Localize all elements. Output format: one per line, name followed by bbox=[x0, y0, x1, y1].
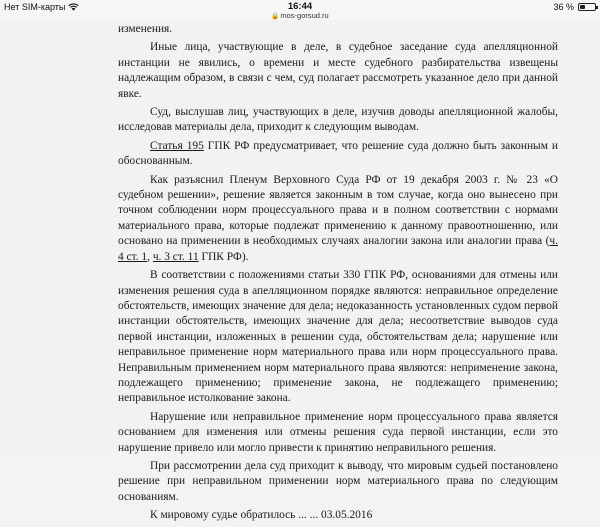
lock-icon: 🔒 bbox=[271, 13, 280, 20]
carrier-label: Нет SIM-карты bbox=[4, 2, 66, 12]
paragraph-0: изменения. bbox=[118, 23, 173, 35]
battery-percent: 36 % bbox=[553, 2, 574, 12]
paragraph-3 bbox=[118, 139, 558, 170]
paragraph-5: В соответствии с положениями статьи 330 ГПК РФ, основаниями для отмены или изменения решения суда в апелляционном порядке являются: неправильное определение обстоятельств, имеющих значение для дела; недоказанность установленных судом первой инстанции обстоятельств, имеющих значение для дела; несоответствие выводов суда первой инстанции, изложенных в решении суда, обстоятельствам дела; нарушение или неправильное применение норм материального права или норм процессуального права. Неправильным применением норм материального права являются: неприменение закона, подлежащего применению; применение закона, не подлежащего применению; неправильное истолкование закона. bbox=[118, 269, 558, 405]
document-body bbox=[118, 22, 558, 527]
link-article-195[interactable]: Статья 195 bbox=[150, 139, 204, 152]
address-bar[interactable] bbox=[0, 11, 600, 20]
paragraph-2: Суд, выслушав лиц, участвующих в деле, изучив доводы апелляционной жалобы, исследовав материалы дела, приходит к следующим выводам. bbox=[118, 106, 558, 134]
paragraph-8: К мировому судье обратилось ... ... 03.05.2016 bbox=[150, 509, 373, 522]
status-bar bbox=[0, 0, 600, 22]
paragraph-4-text: Как разъяснил Пленум Верховного Суда РФ от 19 декабря 2003 г. № 23 «О судебном решении», решение является законным в том случае, когда оно вынесено при точном соблюдении норм процессуального права и в полном соответствии с нормами материального права, которые подлежат применению к данному правоотношению, или основано на применении в необходимых случаях аналогии закона или аналогии права ( bbox=[118, 173, 558, 248]
paragraph-1: Иные лица, участвующие в деле, в судебное заседание суда апелляционной инстанции не явились, о времени и месте судебного разбирательства извещены надлежащим образом, в связи с чем, суд полагает рассмотреть указанное дело при данной явке. bbox=[118, 41, 558, 100]
paragraph-4-sep: , bbox=[147, 250, 153, 263]
battery-group bbox=[553, 2, 596, 12]
link-part3-art11[interactable]: ч. 3 ст. 11 bbox=[152, 250, 199, 263]
paragraph-6: Нарушение или неправильное применение норм процессуального права является основанием для изменения или отмены решения суда первой инстанции, если это нарушение привело или могло привести к принятию неправильного решения. bbox=[118, 410, 558, 454]
document-viewport[interactable] bbox=[0, 20, 600, 522]
paragraph-4 bbox=[118, 173, 558, 265]
clock: 16:44 bbox=[287, 1, 313, 12]
domain-label: mos-gorsud.ru bbox=[280, 11, 329, 20]
paragraph-7: При рассмотрении дела суд приходит к выводу, что мировым судьей постановлено решение при неправильном применении норм материального права по следующим основаниям. bbox=[118, 459, 558, 503]
battery-icon bbox=[578, 3, 596, 11]
paragraph-4-end: ГПК РФ). bbox=[198, 250, 249, 263]
link-part4-art1[interactable]: ч. 4 ст. 1 bbox=[118, 235, 558, 263]
paragraph-3-text: ГПК РФ предусматривает, что решение суда должно быть законным и обоснованным. bbox=[118, 139, 558, 168]
battery-fill bbox=[580, 5, 585, 9]
